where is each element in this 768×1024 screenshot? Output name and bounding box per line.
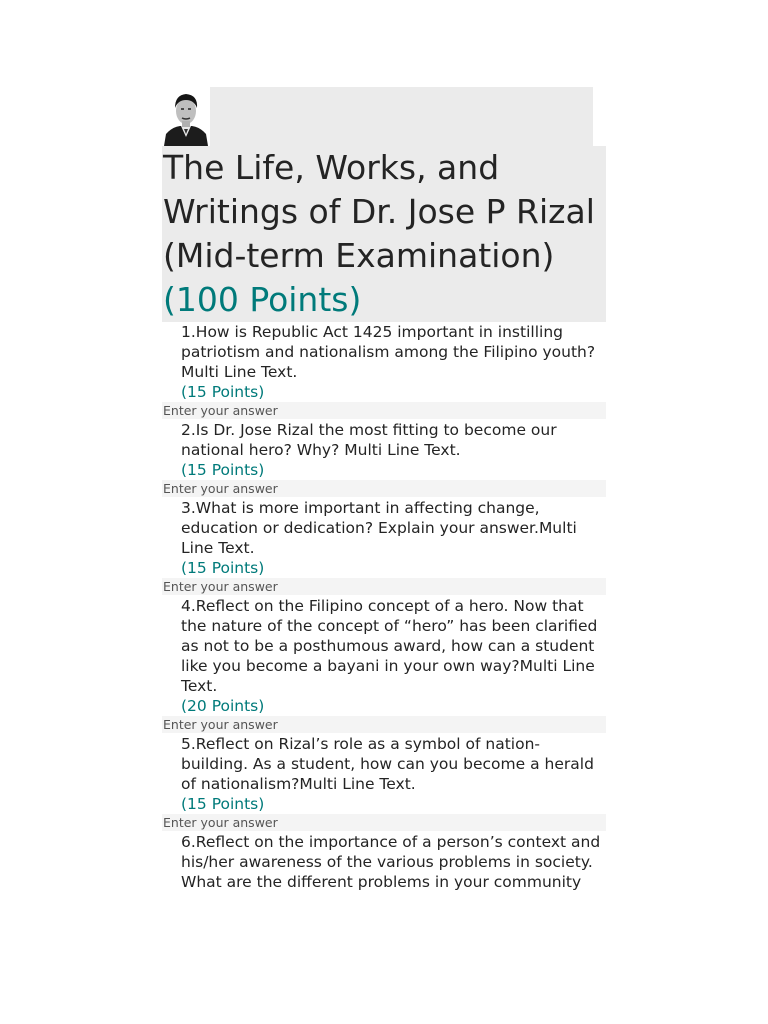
question-text: 2.Is Dr. Jose Rizal the most fitting to become our national hero? Why? Multi Line Text.	[181, 421, 557, 459]
question-2	[162, 420, 606, 480]
exam-form	[162, 87, 606, 892]
question-text: 6.Reflect on the importance of a person’s context and his/her awareness of the various problems in society. What are the different problems in your community	[181, 833, 601, 891]
question-5	[162, 734, 606, 814]
answer-input-5[interactable]: Enter your answer	[162, 814, 606, 831]
form-total-points: (100 Points)	[163, 280, 362, 319]
answer-input-2[interactable]: Enter your answer	[162, 480, 606, 497]
form-title-text: The Life, Works, and Writings of Dr. Jose P Rizal (Mid-term Examination)	[163, 148, 595, 275]
form-title	[162, 146, 606, 322]
question-points: (15 Points)	[181, 795, 265, 813]
question-points: (15 Points)	[181, 383, 265, 401]
answer-input-3[interactable]: Enter your answer	[162, 578, 606, 595]
question-3	[162, 498, 606, 578]
question-points: (20 Points)	[181, 697, 265, 715]
question-1	[162, 322, 606, 402]
banner-bar	[210, 87, 593, 146]
question-text: 3.What is more important in affecting change, education or dedication? Explain your answer.Multi Line Text.	[181, 499, 577, 557]
answer-input-4[interactable]: Enter your answer	[162, 716, 606, 733]
question-text: 5.Reflect on Rizal’s role as a symbol of nation-building. As a student, how can you become a herald of nationalism?Multi Line Text.	[181, 735, 594, 793]
rizal-portrait-image	[162, 87, 210, 146]
answer-input-1[interactable]: Enter your answer	[162, 402, 606, 419]
question-4	[162, 596, 606, 716]
question-6	[162, 832, 606, 892]
question-points: (15 Points)	[181, 559, 265, 577]
question-points: (15 Points)	[181, 461, 265, 479]
question-text: 1.How is Republic Act 1425 important in instilling patriotism and nationalism among the Filipino youth?Multi Line Text.	[181, 323, 596, 381]
question-text: 4.Reflect on the Filipino concept of a hero. Now that the nature of the concept of “hero” has been clarified as not to be a posthumous award, how can a student like you become a bayani in your own way?Multi Line Text.	[181, 597, 598, 695]
form-banner	[162, 87, 606, 146]
